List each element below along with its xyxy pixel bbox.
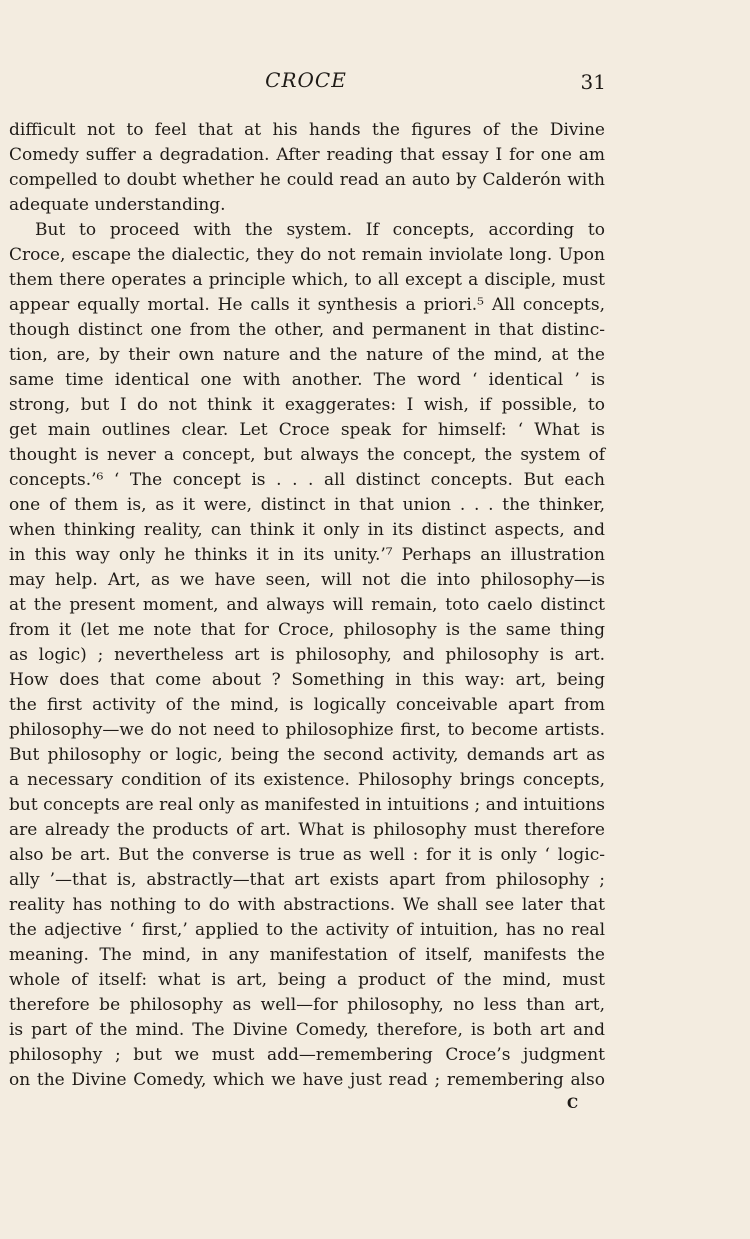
text-line: but concepts are real only as manifested in intuitions ; and intuitions	[9, 795, 605, 815]
text-line: tion, are, by their own nature and the nature of the mind, at the	[9, 345, 605, 365]
text-line: one of them is, as it were, distinct in that union . . . the thinker,	[9, 495, 605, 515]
running-head: CROCE	[265, 68, 347, 92]
signature-mark: C	[567, 1096, 579, 1112]
text-line: therefore be philosophy as well—for philosophy, no less than art,	[9, 995, 605, 1015]
body-text	[9, 118, 605, 1093]
text-line: philosophy ; but we must add—remembering Croce’s judgment	[9, 1045, 605, 1065]
text-line: the first activity of the mind, is logically conceivable apart from	[9, 695, 605, 715]
text-line: philosophy—we do not need to philosophize first, to become artists.	[9, 720, 605, 740]
text-line: meaning. The mind, in any manifestation of itself, manifests the	[9, 945, 605, 965]
text-line: though distinct one from the other, and permanent in that distinc-	[9, 320, 605, 340]
text-line: on the Divine Comedy, which we have just read ; remembering also	[9, 1070, 605, 1090]
text-line: But philosophy or logic, being the second activity, demands art as	[9, 745, 605, 765]
text-line: at the present moment, and always will remain, toto caelo distinct	[9, 595, 605, 615]
text-line: strong, but I do not think it exaggerates: I wish, if possible, to	[9, 395, 605, 415]
text-line: may help. Art, as we have seen, will not die into philosophy—is	[9, 570, 605, 590]
page-number: 31	[580, 70, 606, 94]
text-line: also be art. But the converse is true as well : for it is only ‘ logic-	[9, 845, 605, 865]
text-line: from it (let me note that for Croce, philosophy is the same thing	[9, 620, 605, 640]
text-line: ally ’—that is, abstractly—that art exists apart from philosophy ;	[9, 870, 605, 890]
text-line: when thinking reality, can think it only in its distinct aspects, and	[9, 520, 605, 540]
text-line: adequate understanding.	[9, 195, 226, 215]
text-line: is part of the mind. The Divine Comedy, therefore, is both art and	[9, 1020, 605, 1040]
text-line: same time identical one with another. The word ‘ identical ’ is	[9, 370, 605, 390]
paragraph-1	[9, 118, 605, 218]
text-line: as logic) ; nevertheless art is philosophy, and philosophy is art.	[9, 645, 605, 665]
text-line: How does that come about ? Something in this way: art, being	[9, 670, 605, 690]
paragraph-2	[9, 218, 605, 1093]
text-line: Croce, escape the dialectic, they do not remain inviolate long. Upon	[9, 245, 605, 265]
text-line: the adjective ‘ first,’ applied to the activity of intuition, has no real	[9, 920, 605, 940]
text-line: Comedy suffer a degradation. After reading that essay I for one am	[9, 145, 605, 165]
text-line: get main outlines clear. Let Croce speak for himself: ‘ What is	[9, 420, 605, 440]
text-line: appear equally mortal. He calls it synthesis a priori.⁵ All concepts,	[9, 295, 605, 315]
text-line: compelled to doubt whether he could read an auto by Calderón with	[9, 170, 605, 190]
text-line: thought is never a concept, but always the concept, the system of	[9, 445, 605, 465]
text-line: But to proceed with the system. If concepts, according to	[35, 220, 605, 240]
text-line: whole of itself: what is art, being a product of the mind, must	[9, 970, 605, 990]
page-header	[0, 66, 750, 96]
text-line: are already the products of art. What is philosophy must therefore	[9, 820, 605, 840]
text-line: a necessary condition of its existence. Philosophy brings concepts,	[9, 770, 605, 790]
text-line: reality has nothing to do with abstractions. We shall see later that	[9, 895, 605, 915]
text-line: in this way only he thinks it in its unity.’⁷ Perhaps an illustration	[9, 545, 605, 565]
text-line: difficult not to feel that at his hands the figures of the Divine	[9, 120, 605, 140]
text-line: them there operates a principle which, to all except a disciple, must	[9, 270, 605, 290]
text-line: concepts.’⁶ ‘ The concept is . . . all distinct concepts. But each	[9, 470, 605, 490]
